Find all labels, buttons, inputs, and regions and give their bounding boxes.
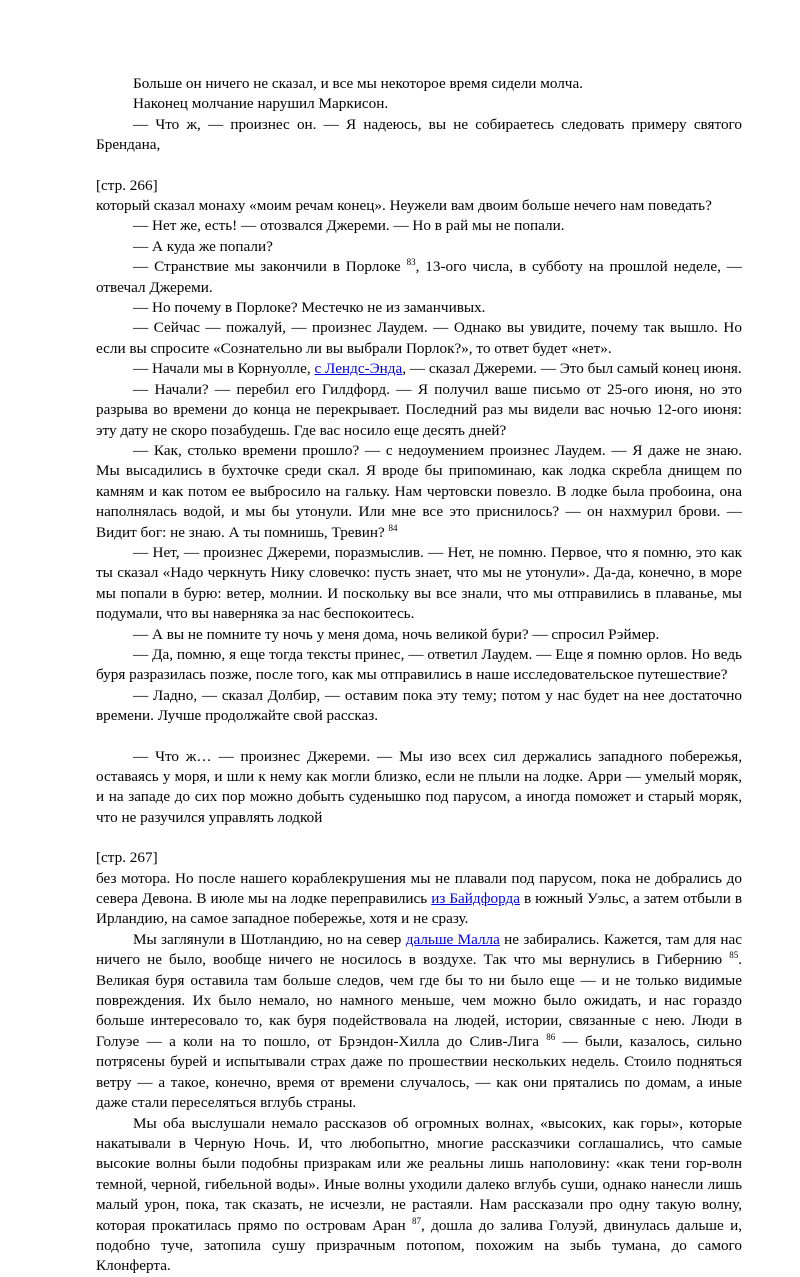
text-run: — Начали? — перебил его Гилдфорд. — Я получил ваше письмо от 25-ого июня, но это разрыва во времени до конца не перекрывает. Последний раз мы видели вас ночью 12-ого июня: эту дату не скоро позабудешь. Где вас носило еще десять дней? bbox=[96, 380, 742, 439]
text-run: [стр. 267] bbox=[96, 849, 158, 867]
text-run: — Нет же, есть! — отозвался Джереми. — Но в рай мы не попали. bbox=[133, 217, 565, 235]
text-run: — А куда же попали? bbox=[133, 237, 273, 255]
text-run: — Как, столько времени прошло? — с недоумением произнес Лаудем. — Я даже не знаю. Мы высадились в бухточке среди скал. Я вроде бы припоминаю, как лодка скребла днищем по камням и как потом ее выбросило на гальку. Нам чертовски повезло. В лодке была пробоина, она наполнялась водой, и мы бы утонули. Или мне все это приснилось? — он нахмурил брови. — Видит бог: не знаю. А ты помнишь, Тревин? bbox=[96, 441, 742, 541]
document-page bbox=[96, 74, 742, 1277]
text-paragraph bbox=[96, 380, 742, 441]
text-run: Мы оба выслушали немало рассказов об огромных волнах, «высоких, как горы», которые накатывали в Черную Ночь. И, что любопытно, многие рассказчики соглашались, что самые высокие волны были подобны призракам или же реальны лишь наполовину: «как тени гор-волн темной, черной, гибельной воды». Иные волны уходили далеко вглубь суши, однако нанесли лишь малый урон, пока, так сказать, не исчезли, не растаяли. Нам рассказали про одну такую волну, которая прокатилась прямо по островам Аран bbox=[96, 1114, 742, 1234]
place-link[interactable]: из Байдфорда bbox=[431, 890, 520, 908]
text-run: — А вы не помните ту ночь у меня дома, ночь великой бури? — спросил Рэймер. bbox=[133, 625, 660, 643]
text-paragraph bbox=[96, 543, 742, 625]
text-run: — Сейчас — пожалуй, — произнес Лаудем. — Однако вы увидите, почему так вышло. Но если вы спросите «Сознательно ли вы выбрали Порлок?», то ответ будет «нет». bbox=[96, 319, 742, 357]
text-paragraph bbox=[96, 74, 742, 94]
text-run: — Что ж… — произнес Джереми. — Мы изо всех сил держались западного побережья, оставаясь у моря, и шли к нему как могли близко, если не плыли на лодке. Арри — умелый моряк, и на западе до сих пор можно добыть суденышко под парусом, а иногда поможет и старый моряк, что не разучился управлять лодкой bbox=[96, 747, 742, 826]
text-run: который сказал монаху «моим речам конец». Неужели вам двоим больше нечего нам поведать? bbox=[96, 197, 712, 215]
text-run: — Странствие мы закончили в Порлоке bbox=[133, 258, 407, 276]
text-run: — Но почему в Порлоке? Местечко не из заманчивых. bbox=[133, 299, 486, 317]
text-paragraph bbox=[96, 257, 742, 298]
text-run: в южный Уэльс, а затем отбыли в Ирландию, на самое западное побережье, хотя и не сразу. bbox=[96, 890, 742, 928]
text-paragraph bbox=[96, 869, 742, 930]
text-run: , — сказал Джереми. — Это был самый конец июня. bbox=[402, 360, 742, 378]
text-run: — были, казалось, сильно потрясены бурей и испытывали страх даже по прошествии нескольких недель. Стоило подняться ветру — а такое, конечно, время от времени случалось, — как они прятались по домам, а иные даже стали переселяться вглубь страны. bbox=[96, 1032, 742, 1112]
place-link[interactable]: дальше Малла bbox=[405, 930, 500, 948]
text-run: не забирались. Кажется, там для нас ничего не было, вообще ничего не носилось в воздухе. Так что мы вернулись в Гибернию bbox=[96, 930, 742, 969]
text-run: — Нет, — произнес Джереми, поразмыслив. — Нет, не помню. Первое, что я помню, это как ты сказал «Надо черкнуть Нику словечко: пусть знает, что мы не утонули». Да-да, конечно, в море мы попали в бурю: ветер, молнии. И поскольку вы все знали, что мы отправились в плаванье, мы подумали, что вы наверняка за нас беспокоитесь. bbox=[96, 543, 742, 623]
text-run: — Что ж, — произнес он. — Я надеюсь, вы не собираетесь следовать примеру святого Брендана, bbox=[96, 115, 742, 154]
text-run: Наконец молчание нарушил Маркисон. bbox=[133, 95, 389, 113]
text-run: . Великая буря оставила там больше следов, чем где бы то ни было еще — и не только видимые повреждения. Их было немало, но намного меньше, чем можно было ожидать, и нас гораздо больше интересовало то, как буря подействовала на людей, истории, связанные с нею. Люди в Голуэе — а коли на то пошло, от Брэндон-Хилла до Слив-Лига bbox=[96, 951, 742, 1050]
text-paragraph bbox=[96, 625, 742, 645]
text-paragraph bbox=[96, 196, 742, 216]
footnote-ref: 87 bbox=[411, 1215, 421, 1226]
text-paragraph bbox=[96, 645, 742, 686]
text-run: , дошла до залива Голуэй, двинулась дальше и, подобно туче, затопила сушу призрачным потопом, похожим на зыбь тумана, до самого Клонферта. bbox=[96, 1216, 742, 1275]
place-link[interactable]: с Лендс-Энда bbox=[314, 360, 403, 378]
text-run: — Начали мы в Корнуолле, bbox=[133, 360, 315, 378]
text-paragraph bbox=[96, 216, 742, 236]
text-paragraph bbox=[96, 747, 742, 829]
text-run: — Да, помню, я еще тогда тексты принес, — ответил Лаудем. — Еще я помню орлов. Но ведь буря разразилась позже, после того, как мы отправились в наше исследовательское путешествие? bbox=[96, 645, 742, 684]
text-paragraph bbox=[96, 298, 742, 318]
text-paragraph bbox=[96, 1114, 742, 1277]
text-run: , 13-ого числа, в субботу на прошлой неделе, — отвечал Джереми. bbox=[96, 258, 742, 296]
text-run: Мы заглянули в Шотландию, но на север bbox=[133, 930, 406, 948]
text-run: — Ладно, — сказал Долбир, — оставим пока эту тему; потом у нас будет на нее достаточно времени. Лучше продолжайте свой рассказ. bbox=[96, 686, 742, 725]
text-paragraph bbox=[96, 318, 742, 359]
footnote-ref: 85 bbox=[729, 950, 739, 961]
text-run: Больше он ничего не сказал, и все мы некоторое время сидели молча. bbox=[133, 75, 583, 92]
page-number-marker bbox=[96, 848, 742, 868]
text-run: [стр. 266] bbox=[96, 176, 158, 194]
footnote-ref: 83 bbox=[406, 257, 416, 268]
text-paragraph bbox=[96, 115, 742, 156]
text-paragraph bbox=[96, 441, 742, 543]
text-paragraph bbox=[96, 930, 742, 1114]
footnote-ref: 84 bbox=[388, 522, 398, 533]
text-run: без мотора. Но после нашего кораблекрушения мы не плавали под парусом, пока не добрались до севера Девона. В июле мы на лодке переправились bbox=[96, 869, 742, 908]
page-number-marker bbox=[96, 176, 742, 196]
text-paragraph bbox=[96, 94, 742, 114]
footnote-ref: 86 bbox=[546, 1031, 556, 1042]
text-paragraph bbox=[96, 237, 742, 257]
text-paragraph bbox=[96, 359, 742, 379]
text-paragraph bbox=[96, 686, 742, 727]
